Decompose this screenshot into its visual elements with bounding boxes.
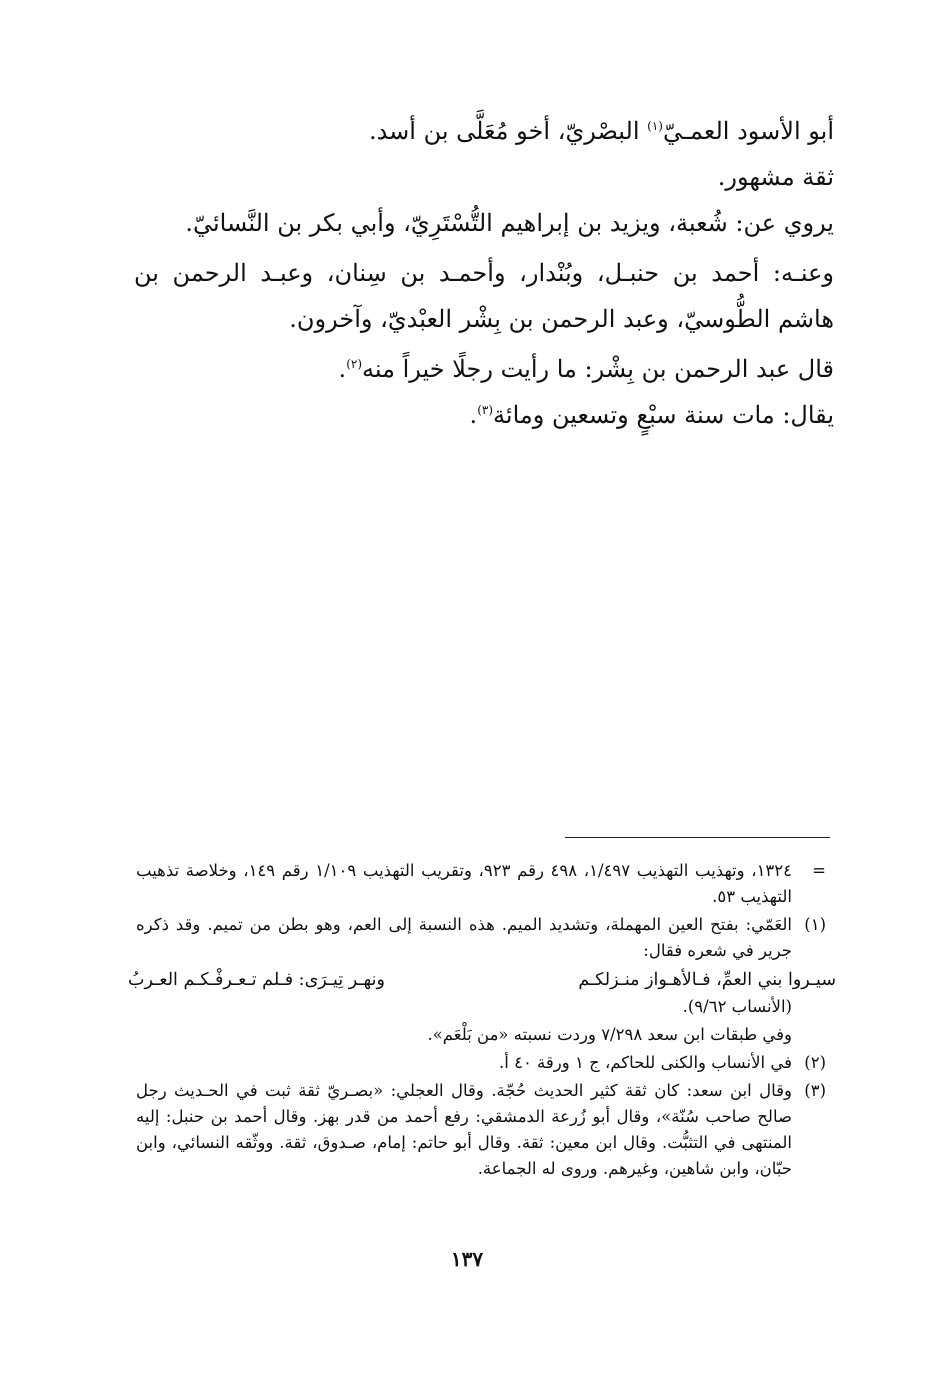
footnote-2 bbox=[136, 1050, 826, 1076]
poem-verse bbox=[128, 966, 836, 994]
footnote-1-extra: وفي طبقات ابن سعد ٧/٢٩٨ وردت نسبته «من بَلْعَم». bbox=[427, 1025, 792, 1044]
footnote-3 bbox=[136, 1078, 826, 1182]
footnote-2-text: في الأنساب والكنى للحاكم، ج ١ ورقة ٤٠ أ. bbox=[499, 1053, 792, 1072]
main-line-5 bbox=[134, 346, 834, 392]
footnote-continuation-text: ١٣٢٤، وتهذيب التهذيب ١/٤٩٧، ٤٩٨ رقم ٩٢٣، وتقريب التهذيب ١/١٠٩ رقم ١٤٩، وخلاصة تذهيب التهذيب ٥٣. bbox=[136, 861, 793, 906]
main-line-2: ثقة مشهور. bbox=[717, 163, 834, 191]
main-line-1 bbox=[134, 108, 834, 154]
verse-first-hemistich: سيـروا بني العمِّ، فـالأهـواز منـزلكـم bbox=[578, 970, 836, 990]
main-line-1-text-b: البصْريّ، أخو مُعَلَّى بن أسد. bbox=[368, 117, 648, 145]
main-line-6-text-a: يقال: مات سنة سبْعٍ وتسعين ومائة bbox=[493, 401, 834, 429]
verse-second-hemistich: ونهـر تِيـرَى: فـلم تـعـرفْـكـم العـربُ bbox=[128, 970, 385, 990]
footnote-2-marker: (٢) bbox=[804, 1053, 826, 1072]
footnote-ref-3: (٣) bbox=[477, 403, 494, 417]
main-line-3: يروي عن: شُعبة، ويزيد بن إبراهيم التُّسْتَرِيّ، وأبي بكر بن النَّسائيّ. bbox=[185, 209, 834, 237]
main-line-5-text-b: . bbox=[338, 355, 347, 383]
main-line-6 bbox=[134, 392, 834, 438]
footnote-3-text: وقال ابن سعد: كان ثقة كثير الحديث حُجّة. وقال العجلي: «بصـريّ ثقة ثبت في الحـديث رجل صالح صاحب سُنّة»، وقال أبو زُرعة الدمشقي: رفع أحمد من قدر بهز. وقال أحمد بن حنبل: إليه المنتهى في التثبُّت. وقال ابن معين: ثقة. وقال أبو حاتم: إمام، صـدوق، ثقة. ووثّقه النسائي، وابن حبّان، وابن شاهين، وغيرهم. وروى له الجماعة. bbox=[136, 1081, 792, 1178]
footnote-1 bbox=[136, 912, 826, 964]
footnotes bbox=[128, 858, 836, 1184]
footnote-3-marker: (٣) bbox=[804, 1081, 826, 1100]
main-line-5-text-a: قال عبد الرحمن بن بِشْر: ما رأيت رجلًا خيراً منه bbox=[362, 355, 834, 383]
footnote-1-reference: (الأنساب ٩/٦٢). bbox=[682, 997, 792, 1016]
footnote-ref-1: (١) bbox=[647, 119, 663, 133]
main-line-6-text-b: . bbox=[469, 401, 478, 429]
footnote-1-text: العَمّي: بفتح العين المهملة، وتشديد الميم. هذه النسبة إلى العم، وهو بطن من تميم. وقد ذكره جرير في شعره فقال: bbox=[136, 915, 792, 960]
footnote-continuation-marker: = bbox=[812, 861, 826, 880]
footnote-1-marker: (١) bbox=[804, 915, 826, 934]
footnote-divider bbox=[565, 837, 830, 838]
main-line-1-text-a: أبو الأسود العمـيّ bbox=[662, 117, 834, 145]
main-paragraph-4: وعنـه: أحمد بن حنبـل، وبُنْدار، وأحمـد بن سِنان، وعبـد الرحمن بن هاشم الطُّوسيّ، وعبد الرحمن بن بِشْر العبْديّ، وآخرون. bbox=[134, 259, 834, 333]
footnote-continuation bbox=[136, 858, 826, 910]
page-number: ١٣٧ bbox=[450, 1247, 484, 1271]
main-text bbox=[134, 108, 834, 438]
footnote-ref-2: (٢) bbox=[346, 357, 363, 371]
